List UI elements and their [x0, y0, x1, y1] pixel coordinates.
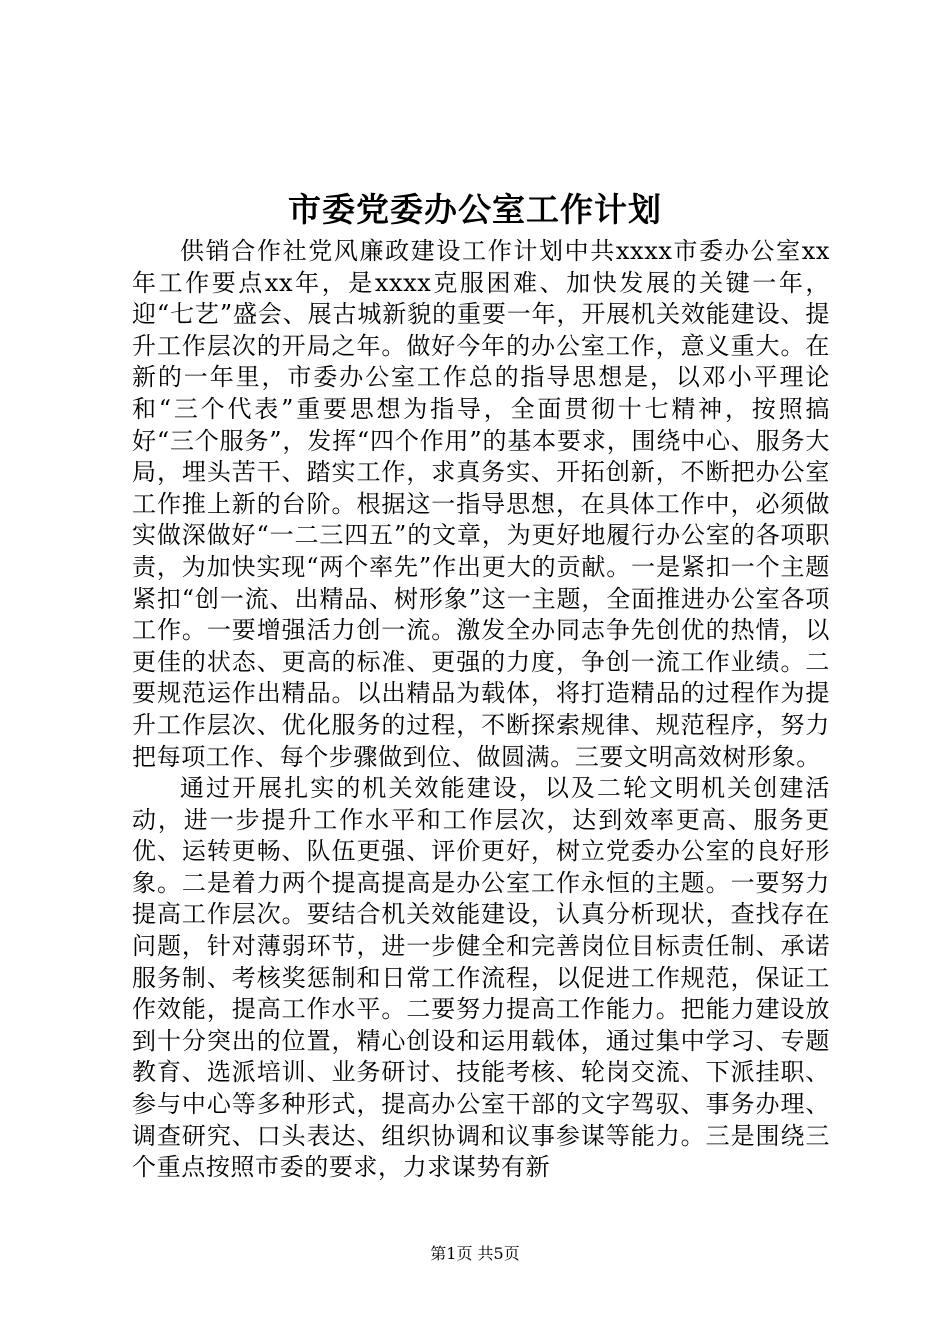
page-number-footer: 第1页 共5页 — [430, 1244, 520, 1263]
paragraph-2: 通过开展扎实的机关效能建设，以及二轮文明机关创建活动，进一步提升工作水平和工作层次，达到效率更高、服务更优、运转更畅、队伍更强、评价更好，树立党委办公室的良好形象。二是着力两个提高提高是办公室工作永恒的主题。一要努力提高工作层次。要结合机关效能建设，认真分析现状，查找存在问题，针对薄弱环节，进一步健全和完善岗位目标责任制、承诺服务制、考核奖惩制和日常工作流程，以促进工作规范，保证工作效能，提高工作水平。二要努力提高工作能力。把能力建设放到十分突出的位置，精心创设和运用载体，通过集中学习、专题教育、选派培训、业务研讨、技能考核、轮岗交流、下派挂职、参与中心等多种形式，提高办公室干部的文字驾驭、事务办理、调查研究、口头表达、组织协调和议事参谋等能力。三是围绕三个重点按照市委的要求，力求谋势有新 — [132, 774, 830, 1182]
document-body — [132, 236, 830, 1184]
document-title: 市委党委办公室工作计划 — [288, 190, 662, 229]
paragraph-1: 供销合作社党风廉政建设工作计划中共xxxx市委办公室xx年工作要点xx年，是xxxx克服困难、加快发展的关键一年，迎“七艺”盛会、展古城新貌的重要一年，开展机关效能建设、提升工作层次的开局之年。做好今年的办公室工作，意义重大。在新的一年里，市委办公室工作总的指导思想是，以邓小平理论和“三个代表”重要思想为指导，全面贯彻十七精神，按照搞好“三个服务”，发挥“四个作用”的基本要求，围绕中心、服务大局，埋头苦干、踏实工作，求真务实、开拓创新，不断把办公室工作推上新的台阶。根据这一指导思想，在具体工作中，必须做实做深做好“一二三四五”的文章，为更好地履行办公室的各项职责，为加快实现“两个率先”作出更大的贡献。一是紧扣一个主题紧扣“创一流、出精品、树形象”这一主题，全面推进办公室各项工作。一要增强活力创一流。激发全办同志争先创优的热情，以更佳的状态、更高的标准、更强的力度，争创一流工作业绩。二要规范运作出精品。以出精品为载体，将打造精品的过程作为提升工作层次、优化服务的过程，不断探索规律、规范程序，努力把每项工作、每个步骤做到位、做圆满。三要文明高效树形象。 — [132, 237, 830, 771]
